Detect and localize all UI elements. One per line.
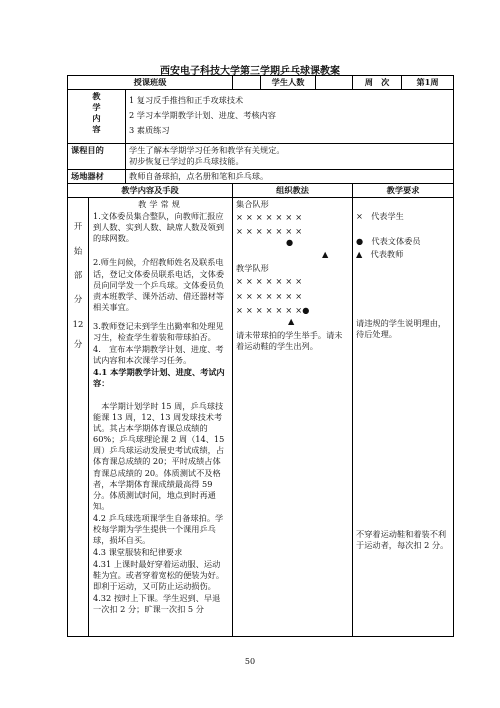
req-cell — [353, 198, 454, 637]
formation2-row: × × × × × × × — [236, 304, 303, 315]
req-note: 不穿着运动鞋和着装不利于运动者，每次扣 2 分。 — [356, 528, 449, 550]
content-heading: 教学常规 — [138, 199, 183, 210]
formation2-row: × × × × × × × — [236, 276, 303, 287]
formation1-row: × × × × × × × — [236, 212, 303, 223]
legend-item: × 代表学生 — [356, 211, 404, 222]
content-text — [89, 198, 232, 636]
lesson-plan-table — [67, 75, 454, 637]
content-row-label: 教 学 内 容 — [68, 90, 126, 144]
content-para: 4. 宣布本学期教学计划、进度、考试内容和本次课学习任务。 — [93, 343, 224, 365]
triangle-icon: ▲ — [356, 249, 363, 260]
content-para: 2.师生问候，介绍教师姓名及联系电话，登记文体委员联系电话，文体委员向同学发一个乒乓球。文体委员负责本班教学、课外活动、借还器材等相关事宜。 — [93, 257, 225, 312]
formation1-markers — [236, 237, 349, 261]
dot-icon: ● — [286, 237, 294, 248]
content-item: 2 学习本学期教学计划、进度、考核内容 — [129, 110, 276, 121]
triangle-icon: ▲ — [322, 249, 329, 260]
class-label: 授课班级 — [68, 76, 233, 90]
formation2-markers — [236, 316, 349, 328]
week-value: 第1周 — [402, 76, 454, 90]
dot-icon: ● — [302, 304, 310, 315]
goal-label: 课程目的 — [68, 144, 126, 170]
page-title: 西安电子科技大学第三学期乒乓球课教案 — [160, 66, 340, 77]
content-para: 4.32 按时上下课。学生迟到、早退一次扣 2 分；旷课一次扣 5 分 — [93, 593, 221, 615]
goal-text: 学生了解本学期学习任务和教学有关规定。 初步恢复已学过的乒乓球技能。 — [126, 144, 454, 170]
req-note: 请违规的学生说明理由，待后处理。 — [356, 318, 447, 340]
content-para: 本学期计划学时 15 周，乒乓球技能课 13 周，12、13 周发球技术考试。其占本学期体育课总成绩的 60%；乒乓球理论课 2 周（14、15 周）乒乓球运动发展史考试成绩，占体育课总成绩的 20；平时成绩占体育课总成绩的 20。体质测试不及格者，本学期体育课成绩最高得 59 分。体质测试时间，地点到时再通知。 — [93, 401, 225, 511]
content-para: 4.31 上课时最好穿着运动服、运动鞋为宜。或者穿着宽松的便装为好。即利于运动，又可防止运动损伤。 — [93, 559, 225, 592]
students-value — [316, 76, 353, 90]
formation2-row-3 — [236, 305, 349, 316]
content-row-items — [126, 90, 454, 144]
content-para: 4.2 乒乓球选项课学生自备球拍。学校每学期为学生提供一个课用乒乓球，损坏自买。 — [93, 512, 224, 545]
triangle-icon: ▲ — [288, 315, 295, 326]
side-label: 开 始 部 分 12 分 — [68, 198, 89, 636]
main-content-cell — [68, 198, 233, 637]
legend-item: ▲ 代表教师 — [356, 249, 404, 260]
formation2-label: 教学队形 — [236, 263, 269, 274]
col-header-content: 教学内容及手段 — [68, 184, 233, 198]
formation1-row: × × × × × × × — [236, 226, 303, 237]
formation2-row: × × × × × × × — [236, 290, 303, 301]
venue-label: 场地器材 — [68, 170, 126, 184]
class-value — [233, 76, 261, 90]
legend-item: ● 代表文体委员 — [356, 236, 421, 247]
content-para: 3.教师登记未到学生出勤率和处理见习生，检查学生着装和带球拍否。 — [93, 320, 224, 342]
content-para: 1.文体委员集合整队，向教师汇报应到人数、实到人数、缺席人数及领到的球网数。 — [93, 211, 225, 244]
students-label: 学生人数 — [261, 76, 316, 90]
content-item: 3 素质练习 — [129, 125, 170, 136]
col-header-org: 组织教法 — [233, 184, 353, 198]
content-item: 1 复习反手推挡和正手攻球技术 — [129, 95, 244, 106]
org-cell — [233, 198, 353, 637]
page-number: 50 — [244, 657, 256, 666]
week-label: 周 次 — [353, 76, 402, 90]
formation1-label: 集合队形 — [236, 199, 269, 210]
dot-icon: ● — [356, 236, 364, 247]
content-para: 4.1 本学期教学计划、进度、考试内容： — [93, 367, 225, 389]
cross-icon: × — [356, 211, 363, 222]
org-note: 请未带球拍的学生举手。请未着运动鞋的学生出列。 — [236, 329, 343, 351]
venue-text: 教师自备球拍，点名册和笔和乒乓球。 — [126, 170, 454, 184]
col-header-req: 教学要求 — [353, 184, 454, 198]
content-para: 4.3 课堂服装和纪律要求 — [93, 546, 183, 557]
